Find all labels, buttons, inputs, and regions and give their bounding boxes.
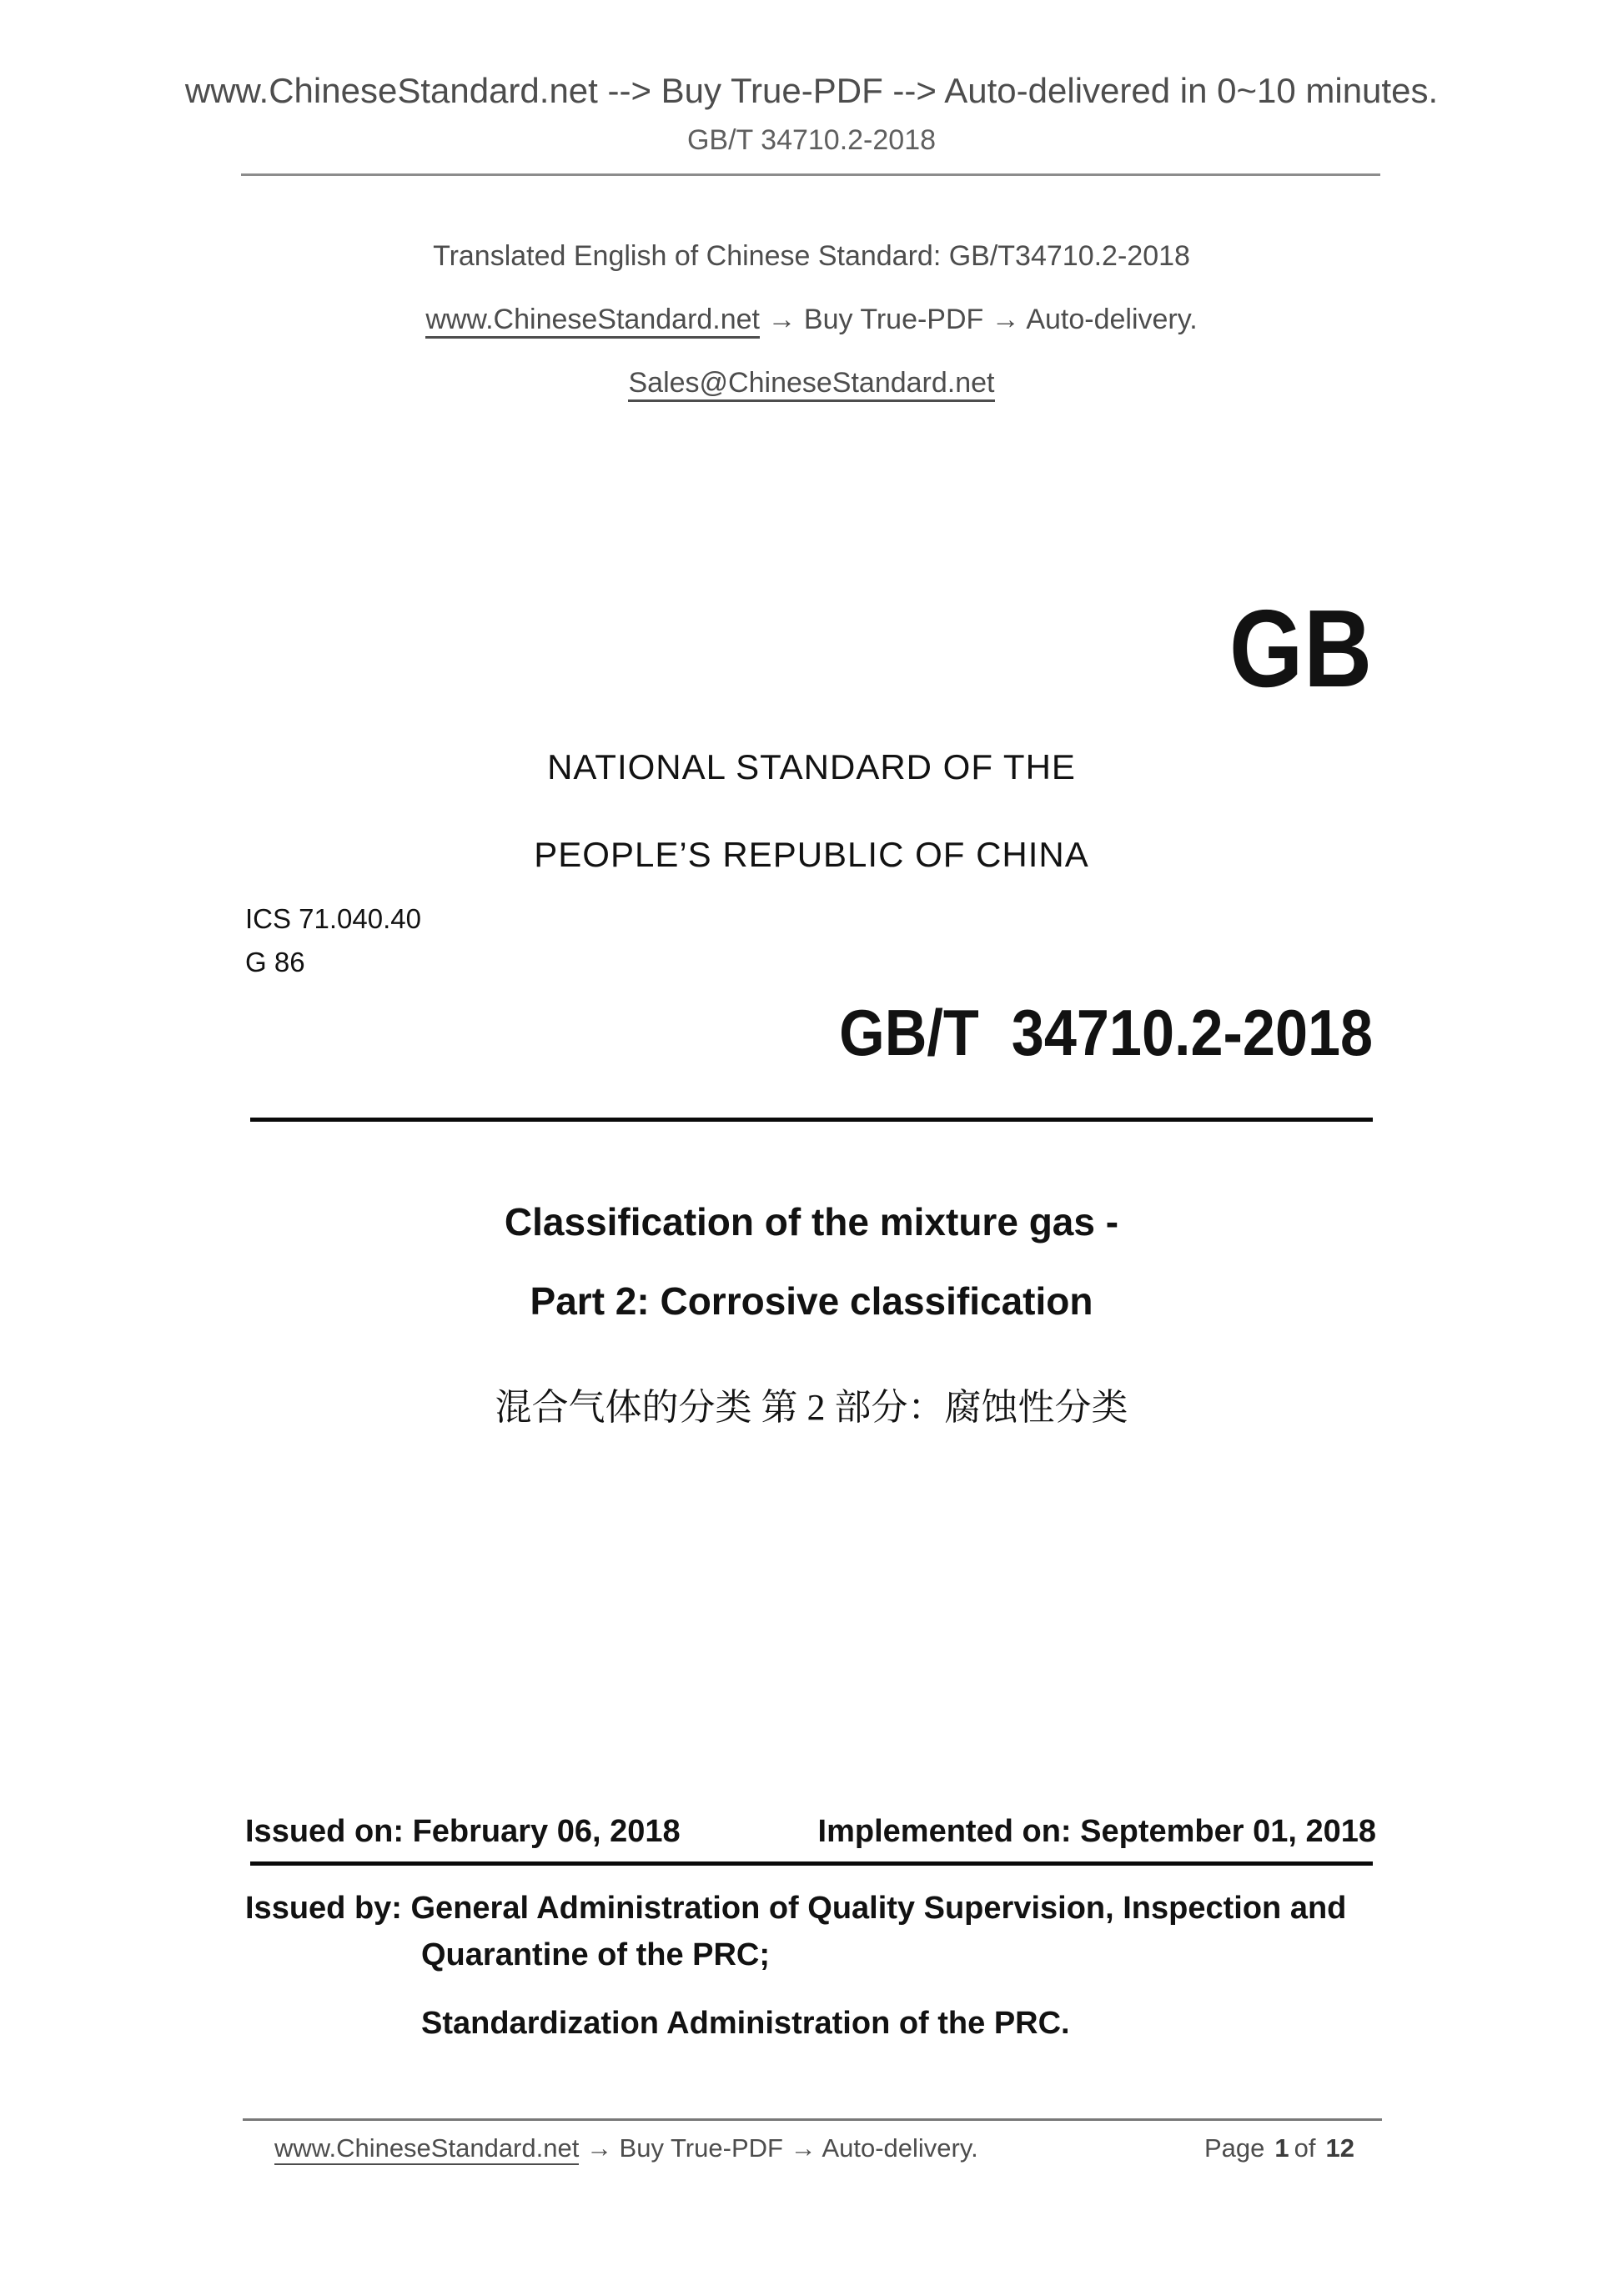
footer-divider-line <box>243 2118 1382 2121</box>
header-promo-line: www.ChineseStandard.net --> Buy True-PDF --> Auto-delivered in 0~10 minutes. <box>184 71 1439 110</box>
implemented-on-date: Implemented on: September 01, 2018 <box>817 1814 1376 1849</box>
site-link-tail: → Buy True-PDF → Auto-delivery. <box>760 304 1198 335</box>
footer-page-indicator <box>1204 2132 1359 2165</box>
masthead-divider-line <box>250 1118 1373 1122</box>
footer-left <box>274 2132 978 2165</box>
national-standard-line1: NATIONAL STANDARD OF THE <box>547 747 1076 786</box>
intro-site-line <box>0 302 1623 337</box>
issue-dates-row <box>245 1811 1376 1851</box>
issued-on-date: Issued on: February 06, 2018 <box>245 1814 681 1849</box>
issued-by-line1: Issued by: General Administration of Quality Supervision, Inspection and <box>245 1891 1347 1926</box>
of-label: of <box>1294 2133 1316 2163</box>
header-divider-line <box>241 173 1380 176</box>
issue-divider-line <box>250 1861 1373 1866</box>
standard-number-large: GB/T 34710.2-2018 <box>839 996 1373 1069</box>
national-standard-line2: PEOPLE’S REPUBLIC OF CHINA <box>534 835 1089 874</box>
issued-by-line2: Quarantine of the PRC; <box>421 1937 771 1972</box>
ics-code: ICS 71.040.40 <box>245 903 421 934</box>
doc-classification-code: G 86 <box>245 947 305 977</box>
title-english-line1: Classification of the mixture gas - <box>504 1200 1119 1243</box>
translated-line: Translated English of Chinese Standard: GB/T34710.2-2018 <box>433 240 1190 272</box>
site-link[interactable]: www.ChineseStandard.net <box>425 304 760 339</box>
email-link[interactable]: Sales@ChineseStandard.net <box>628 367 994 402</box>
page-total: 12 <box>1325 2133 1354 2163</box>
footer-site-link[interactable]: www.ChineseStandard.net <box>274 2133 579 2165</box>
page-label: Page <box>1204 2133 1265 2163</box>
title-chinese: 混合气体的分类 第 2 部分：腐蚀性分类 <box>495 1387 1128 1428</box>
gb-logo: GB <box>1229 587 1373 710</box>
issued-by-line3: Standardization Administration of the PRC. <box>421 2006 1070 2041</box>
footer-site-tail: → Buy True-PDF → Auto-delivery. <box>579 2133 978 2163</box>
intro-email-line <box>0 365 1623 400</box>
header-standard-number: GB/T 34710.2-2018 <box>686 124 937 156</box>
title-english-line2: Part 2: Corrosive classification <box>530 1279 1093 1323</box>
page-current: 1 <box>1274 2133 1289 2163</box>
footer-row <box>274 2132 1359 2165</box>
